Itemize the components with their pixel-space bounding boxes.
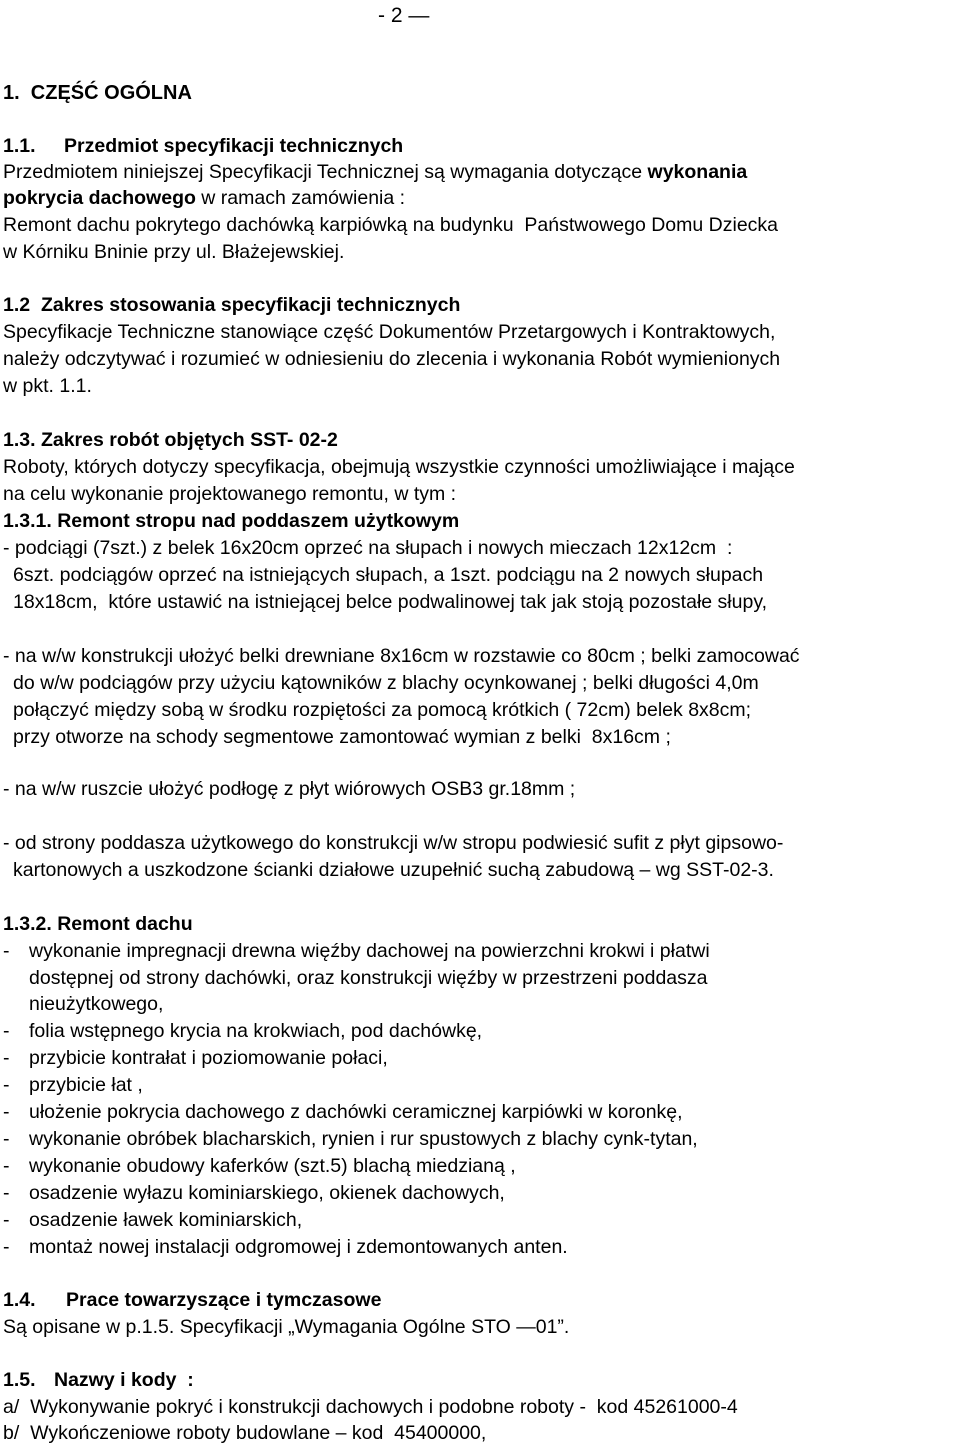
stropy-point-1-line-2: 6szt. podciągów oprzeć na istniejących słupach, a 1szt. podciągu na 2 nowych słupach <box>13 564 764 586</box>
stropy-point-3-line-1: - na w/w ruszcie ułożyć podłogę z płyt wiórowych OSB3 gr.18mm ; <box>3 778 576 800</box>
section-1-4-title: Prace towarzyszące i tymczasowe <box>66 1289 382 1311</box>
dach-item-10: montaż nowej instalacji odgromowej i zdemontowanych anten. <box>29 1236 568 1258</box>
main-heading: 1. CZĘŚĆ OGÓLNA <box>3 82 192 104</box>
section-1-2-line-2: należy odczytywać i rozumieć w odniesieniu do zlecenia i wykonania Robót wymienionych <box>3 348 781 370</box>
section-1-1-line-1 <box>3 159 747 185</box>
dach-item-5: ułożenie pokrycia dachowego z dachówki ceramicznej karpiówki w koronkę, <box>29 1101 683 1123</box>
stropy-point-2-line-3: połączyć między sobą w środku rozpiętości za pomocą krótkich ( 72cm) belek 8x8cm; <box>13 699 752 721</box>
section-1-1-line-2-bold: pokrycia dachowego <box>3 187 196 209</box>
section-1-1-line-3: Remont dachu pokrytego dachówką karpiówką na budynku Państwowego Domu Dziecka <box>3 214 779 236</box>
dash-marker: - <box>3 1047 10 1069</box>
stropy-point-2-line-1: - na w/w konstrukcji ułożyć belki drewniane 8x16cm w rozstawie co 80cm ; belki zamocować <box>3 645 800 667</box>
dach-item-7: wykonanie obudowy kaferków (szt.5) blachą miedzianą , <box>29 1155 516 1177</box>
dash-marker: - <box>3 940 10 962</box>
stropy-point-4-line-1: - od strony poddasza użytkowego do konstrukcji w/w stropu podwiesić sufit z płyt gipsowo- <box>3 832 784 854</box>
section-1-5-title: Nazwy i kody : <box>54 1369 194 1391</box>
dash-marker: - <box>3 1101 10 1123</box>
section-1-1-line-1-bold: wykonania <box>647 161 748 183</box>
dash-marker: - <box>3 1074 10 1096</box>
dach-item-1: wykonanie impregnacji drewna więźby dachowej na powierzchni krokwi i płatwi <box>29 940 710 962</box>
dach-item-1-continuation-1: dostępnej od strony dachówki, oraz konstrukcji więźby w przestrzeni poddasza <box>29 967 708 989</box>
section-1-1-title: Przedmiot specyfikacji technicznych <box>64 135 404 157</box>
stropy-point-2-line-4: przy otworze na schody segmentowe zamontować wymian z belki 8x16cm ; <box>13 726 671 748</box>
dash-marker: - <box>3 1209 10 1231</box>
dach-item-4: przybicie łat , <box>29 1074 143 1096</box>
stropy-point-1-line-3: 18x18cm, które ustawić na istniejącej belce podwalinowej tak jak stoją pozostałe słupy, <box>13 591 768 613</box>
section-1-3-title: 1.3. Zakres robót objętych SST- 02-2 <box>3 429 338 451</box>
page-number: - 2 — <box>378 4 430 27</box>
section-1-3-1-title: 1.3.1. Remont stropu nad poddaszem użytkowym <box>3 510 460 532</box>
section-1-1-line-2-text: w ramach zamówienia : <box>195 187 406 209</box>
section-1-5-line-2: b/ Wykończeniowe roboty budowlane – kod 45400000, <box>3 1422 487 1444</box>
section-1-3-line-1: Roboty, których dotyczy specyfikacja, obejmują wszystkie czynności umożliwiające i mające <box>3 456 795 478</box>
section-1-2-title: 1.2 Zakres stosowania specyfikacji technicznych <box>3 294 461 316</box>
section-1-4-line-1: Są opisane w p.1.5. Specyfikacji „Wymagania Ogólne STO —01”. <box>3 1316 570 1338</box>
section-1-4-number: 1.4. <box>3 1289 36 1311</box>
dash-marker: - <box>3 1020 10 1042</box>
section-1-1-line-2 <box>3 185 405 211</box>
dach-item-9: osadzenie ławek kominiarskich, <box>29 1209 303 1231</box>
section-1-3-2-title: 1.3.2. Remont dachu <box>3 913 193 935</box>
dach-item-6: wykonanie obróbek blacharskich, rynien i rur spustowych z blachy cynk-tytan, <box>29 1128 698 1150</box>
section-1-5-line-1: a/ Wykonywanie pokryć i konstrukcji dachowych i podobne roboty - kod 45261000-4 <box>3 1396 738 1418</box>
dach-item-8: osadzenie wyłazu kominiarskiego, okienek dachowych, <box>29 1182 505 1204</box>
section-1-1-line-4: w Kórniku Bninie przy ul. Błażejewskiej. <box>3 241 345 263</box>
section-1-2-line-3: w pkt. 1.1. <box>3 375 92 397</box>
stropy-point-2-line-2: do w/w podciągów przy użyciu kątowników z blachy ocynkowanej ; belki długości 4,0m <box>13 672 759 694</box>
section-1-1-number: 1.1. <box>3 135 36 157</box>
stropy-point-4-line-2: kartonowych a uszkodzone ścianki działowe uzupełnić suchą zabudową – wg SST-02-3. <box>13 859 774 881</box>
dash-marker: - <box>3 1182 10 1204</box>
dash-marker: - <box>3 1128 10 1150</box>
section-1-3-line-2: na celu wykonanie projektowanego remontu, w tym : <box>3 483 457 505</box>
dash-marker: - <box>3 1155 10 1177</box>
dach-item-1-continuation-2: nieużytkowego, <box>29 993 164 1015</box>
section-1-1-line-1-text: Przedmiotem niniejszej Specyfikacji Technicznej są wymagania dotyczące <box>3 161 648 183</box>
dach-item-3: przybicie kontrałat i poziomowanie połaci, <box>29 1047 388 1069</box>
stropy-point-1-line-1: - podciągi (7szt.) z belek 16x20cm oprzeć na słupach i nowych mieczach 12x12cm : <box>3 537 733 559</box>
section-1-2-line-1: Specyfikacje Techniczne stanowiące część Dokumentów Przetargowych i Kontraktowych, <box>3 321 776 343</box>
dash-marker: - <box>3 1236 10 1258</box>
section-1-5-number: 1.5. <box>3 1369 36 1391</box>
dach-item-2: folia wstępnego krycia na krokwiach, pod dachówkę, <box>29 1020 483 1042</box>
